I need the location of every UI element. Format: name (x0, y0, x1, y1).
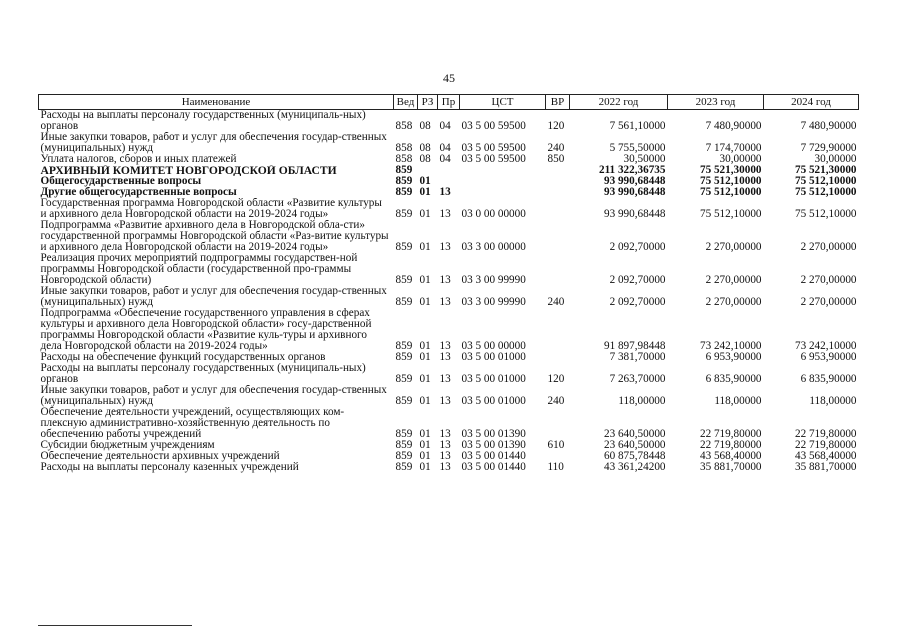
cell-name: Общегосударственные вопросы (40, 176, 202, 187)
cell-rz: 01 (419, 462, 431, 473)
cell-ved: 859 (395, 395, 413, 407)
cell-rz: 01 (419, 208, 431, 220)
cell-2023: 2 270,00000 (705, 241, 762, 253)
cell-2023: 75 512,10000 (699, 187, 762, 198)
cell-2023: 73 242,10000 (699, 340, 762, 352)
cell-ved: 859 (395, 296, 413, 308)
cell-ved: 859 (395, 340, 413, 352)
table-row (39, 154, 859, 165)
cell-ved: 859 (395, 451, 413, 462)
table-row (39, 132, 859, 154)
cell-cst: 03 5 00 01000 (461, 395, 526, 407)
cell-rz: 01 (419, 176, 431, 187)
cell-cst: 03 0 00 00000 (461, 208, 526, 220)
cell-name: Реализация прочих мероприятий подпрограммы государствен-ной программы Новгородской области (государственной про-граммы Новгородской области) (40, 253, 358, 286)
cell-2022: 60 875,78448 (603, 451, 666, 462)
cell-cst: 03 5 00 00000 (461, 340, 526, 352)
cell-rz: 08 (419, 142, 431, 154)
cell-2024: 2 270,00000 (800, 241, 857, 253)
cell-2024: 2 270,00000 (800, 274, 857, 286)
budget-table (38, 94, 859, 473)
cell-ved: 859 (395, 187, 413, 198)
col-header-vr: ВР (546, 95, 570, 110)
cell-vr (546, 407, 570, 440)
cell-rz: 01 (419, 428, 431, 440)
footnote-divider (38, 625, 192, 626)
cell-pr (438, 165, 460, 176)
cell-pr: 13 (439, 451, 451, 462)
cell-name: Иные закупки товаров, работ и услуг для обеспечения государ-ственных (муниципальных) нужд (40, 385, 387, 407)
cell-name: Расходы на обеспечение функций государственных органов (40, 352, 326, 363)
cell-ved: 859 (395, 176, 413, 187)
cell-2022: 91 897,98448 (603, 340, 666, 352)
cell-cst: 03 5 00 01390 (461, 440, 526, 451)
cell-2024: 6 835,90000 (800, 373, 857, 385)
cell-cst: 03 3 00 99990 (461, 296, 526, 308)
table-row (39, 176, 859, 187)
cell-2022: 93 990,68448 (603, 208, 666, 220)
cell-ved: 859 (395, 274, 413, 286)
cell-2023: 30,00000 (719, 154, 762, 165)
cell-ved: 859 (395, 462, 413, 473)
cell-pr: 04 (439, 142, 451, 154)
cell-2024: 22 719,80000 (794, 428, 857, 440)
cell-vr (546, 187, 570, 198)
cell-2023: 75 512,10000 (699, 176, 762, 187)
cell-2024: 75 512,10000 (794, 176, 857, 187)
cell-pr: 13 (439, 241, 451, 253)
cell-rz: 01 (419, 373, 431, 385)
cell-name: Расходы на выплаты персоналу государственных (муниципаль-ных) органов (40, 363, 366, 385)
table-row (39, 110, 859, 133)
cell-vr: 120 (547, 373, 565, 385)
cell-2022: 2 092,70000 (609, 241, 666, 253)
cell-cst: 03 3 00 99990 (461, 274, 526, 286)
cell-rz: 01 (419, 451, 431, 462)
cell-vr (546, 451, 570, 462)
cell-ved: 859 (395, 165, 413, 176)
cell-vr: 110 (547, 462, 564, 473)
cell-2024: 7 480,90000 (800, 120, 857, 132)
cell-name: Обеспечение деятельности учреждений, осуществляющих ком-плексную административно-хозяйственную деятельность по обеспечению работы учреждений (40, 407, 345, 440)
cell-2022: 7 561,10000 (609, 120, 666, 132)
cell-vr (546, 308, 570, 352)
cell-2024: 75 521,30000 (794, 165, 857, 176)
cell-pr: 13 (439, 187, 451, 198)
table-row (39, 286, 859, 308)
cell-pr: 13 (439, 428, 451, 440)
cell-rz: 01 (419, 440, 431, 451)
cell-ved: 859 (395, 373, 413, 385)
cell-pr: 13 (439, 440, 451, 451)
col-header-2023: 2023 год (668, 95, 764, 110)
cell-cst: 03 3 00 00000 (461, 241, 526, 253)
cell-2024: 35 881,70000 (794, 462, 857, 473)
cell-2024: 6 953,90000 (800, 352, 857, 363)
cell-2022: 118,00000 (618, 395, 666, 407)
cell-rz: 01 (419, 340, 431, 352)
cell-vr (546, 176, 570, 187)
cell-2023: 6 835,90000 (705, 373, 762, 385)
cell-name: Расходы на выплаты персоналу казенных учреждений (40, 462, 299, 473)
cell-2022: 5 755,50000 (609, 142, 666, 154)
cell-ved: 858 (395, 154, 413, 165)
cell-2022: 2 092,70000 (609, 296, 666, 308)
cell-vr (546, 253, 570, 286)
cell-2023: 35 881,70000 (699, 462, 762, 473)
cell-pr: 13 (439, 373, 451, 385)
cell-rz: 01 (419, 187, 431, 198)
table-row (39, 198, 859, 220)
cell-name: Иные закупки товаров, работ и услуг для обеспечения государ-ственных (муниципальных) нужд (40, 132, 387, 154)
cell-2022: 2 092,70000 (609, 274, 666, 286)
cell-name: Подпрограмма «Обеспечение государственного управления в сферах культуры и архивного дела Новгородской области» госу-дарственной программы Новгородской области «Развитие куль-туры и архивного дела Новгородской области на 2019-2024 годы» (40, 308, 372, 352)
cell-pr: 13 (439, 208, 451, 220)
cell-name: Обеспечение деятельности архивных учреждений (40, 451, 280, 462)
cell-pr: 04 (439, 120, 451, 132)
cell-vr (546, 165, 570, 176)
cell-2024: 22 719,80000 (794, 440, 857, 451)
cell-2022: 211 322,36735 (598, 165, 666, 176)
col-header-pr: Пр (438, 95, 460, 110)
cell-2023: 2 270,00000 (705, 274, 762, 286)
cell-name: Расходы на выплаты персоналу государственных (муниципаль-ных) органов (40, 109, 366, 132)
cell-2023: 75 512,10000 (699, 208, 762, 220)
cell-name: Государственная программа Новгородской области «Развитие культуры и архивного дела Новгородской области на 2019-2024 годы» (40, 198, 382, 220)
cell-cst: 03 5 00 01000 (461, 352, 526, 363)
cell-pr: 13 (439, 296, 451, 308)
cell-2022: 7 263,70000 (609, 373, 666, 385)
cell-pr: 04 (439, 154, 451, 165)
cell-cst: 03 5 00 01440 (461, 462, 526, 473)
cell-cst: 03 5 00 01000 (461, 373, 526, 385)
cell-pr: 13 (439, 340, 451, 352)
table-row (39, 363, 859, 385)
cell-cst (460, 176, 546, 187)
table-row (39, 462, 859, 473)
cell-ved: 859 (395, 428, 413, 440)
cell-2022: 30,50000 (623, 154, 666, 165)
cell-vr: 850 (547, 154, 565, 165)
col-header-rz: РЗ (418, 95, 438, 110)
cell-cst: 03 5 00 01440 (461, 451, 526, 462)
cell-ved: 858 (395, 120, 413, 132)
col-header-cst: ЦСТ (460, 95, 546, 110)
cell-2024: 30,00000 (814, 154, 857, 165)
cell-pr (438, 176, 460, 187)
cell-2024: 75 512,10000 (794, 208, 857, 220)
cell-name: АРХИВНЫЙ КОМИТЕТ НОВГОРОДСКОЙ ОБЛАСТИ (40, 165, 337, 176)
cell-rz: 01 (419, 352, 431, 363)
cell-cst (460, 187, 546, 198)
cell-ved: 859 (395, 208, 413, 220)
cell-name: Другие общегосударственные вопросы (40, 187, 237, 198)
table-row (39, 451, 859, 462)
cell-rz (418, 165, 438, 176)
cell-cst: 03 5 00 01390 (461, 428, 526, 440)
col-header-2024: 2024 год (764, 95, 859, 110)
cell-pr: 13 (439, 274, 451, 286)
cell-cst: 03 5 00 59500 (461, 154, 526, 165)
col-header-2022: 2022 год (570, 95, 668, 110)
cell-vr: 610 (547, 440, 565, 451)
cell-rz: 08 (419, 154, 431, 165)
table-row (39, 352, 859, 363)
cell-name: Уплата налогов, сборов и иных платежей (40, 154, 237, 165)
cell-rz: 08 (419, 120, 431, 132)
cell-2024: 73 242,10000 (794, 340, 857, 352)
cell-rz: 01 (419, 241, 431, 253)
col-header-name: Наименование (39, 95, 394, 110)
cell-vr: 240 (547, 142, 565, 154)
cell-vr: 120 (547, 120, 565, 132)
cell-pr: 13 (439, 352, 451, 363)
cell-2023: 22 719,80000 (699, 440, 762, 451)
table-row (39, 253, 859, 286)
cell-vr: 240 (547, 395, 565, 407)
table-row (39, 308, 859, 352)
cell-2022: 23 640,50000 (603, 440, 666, 451)
page-number: 45 (443, 71, 455, 85)
cell-2022: 23 640,50000 (603, 428, 666, 440)
cell-name: Субсидии бюджетным учреждениям (40, 440, 215, 451)
cell-name: Подпрограмма «Развитие архивного дела в Новгородской обла-сти» государственной программы Новгородской области «Раз-витие культуры и архивного дела Новгородской области на 2019-2024 годы» (40, 220, 389, 253)
cell-ved: 859 (395, 352, 413, 363)
cell-2023: 118,00000 (714, 395, 762, 407)
col-header-ved: Вед (394, 95, 418, 110)
table-row (39, 187, 859, 198)
cell-2024: 118,00000 (809, 395, 857, 407)
cell-name: Иные закупки товаров, работ и услуг для обеспечения государ-ственных (муниципальных) нужд (40, 286, 387, 308)
table-row (39, 220, 859, 253)
cell-2023: 75 521,30000 (699, 165, 762, 176)
table-row (39, 165, 859, 176)
cell-vr (546, 198, 570, 220)
cell-2023: 22 719,80000 (699, 428, 762, 440)
cell-2023: 43 568,40000 (699, 451, 762, 462)
table-row (39, 407, 859, 440)
cell-2023: 6 953,90000 (705, 352, 762, 363)
cell-rz: 01 (419, 296, 431, 308)
table-row (39, 385, 859, 407)
cell-cst: 03 5 00 59500 (461, 120, 526, 132)
cell-2022: 7 381,70000 (609, 352, 666, 363)
cell-2023: 7 174,70000 (705, 142, 762, 154)
cell-2024: 75 512,10000 (794, 187, 857, 198)
cell-cst (460, 165, 546, 176)
table-row (39, 440, 859, 451)
cell-rz: 01 (419, 395, 431, 407)
cell-rz: 01 (419, 274, 431, 286)
cell-ved: 859 (395, 241, 413, 253)
cell-2023: 2 270,00000 (705, 296, 762, 308)
cell-vr: 240 (547, 296, 565, 308)
cell-2022: 93 990,68448 (603, 187, 666, 198)
cell-ved: 859 (395, 440, 413, 451)
cell-2023: 7 480,90000 (705, 120, 762, 132)
cell-pr: 13 (439, 462, 451, 473)
cell-cst: 03 5 00 59500 (461, 142, 526, 154)
cell-pr: 13 (439, 395, 451, 407)
table-body (39, 110, 859, 474)
cell-vr (546, 352, 570, 363)
cell-2024: 7 729,90000 (800, 142, 857, 154)
cell-2022: 93 990,68448 (603, 176, 666, 187)
cell-2024: 43 568,40000 (794, 451, 857, 462)
cell-ved: 858 (395, 142, 413, 154)
table-header (39, 95, 859, 110)
cell-vr (546, 220, 570, 253)
cell-2024: 2 270,00000 (800, 296, 857, 308)
cell-2022: 43 361,24200 (603, 462, 666, 473)
